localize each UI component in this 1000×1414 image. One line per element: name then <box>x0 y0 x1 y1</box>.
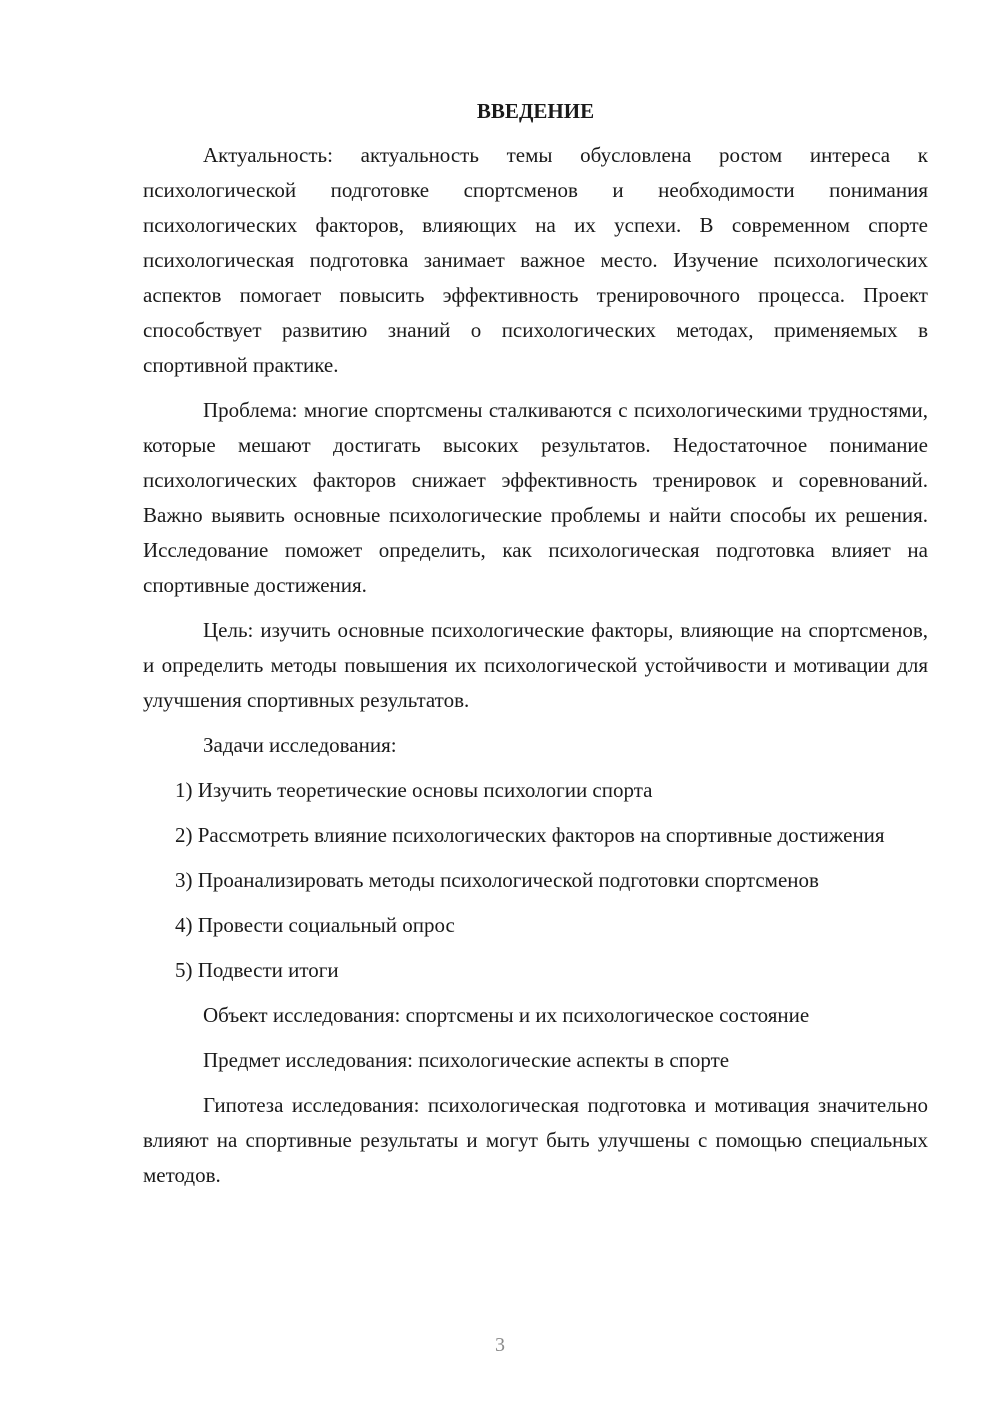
tasks-heading: Задачи исследования: <box>203 733 397 757</box>
paragraph-problem: Проблема: многие спортсмены сталкиваются с психологическими трудностями, которые мешают достигать высоких результатов. Недостаточное понимание психологических факторов снижает эффективность тренировок и соревнований. Важно выявить основные психологические проблемы и найти способы их решения. Исследование поможет определить, как психологическая подготовка влияет на спортивные достижения. <box>143 398 928 597</box>
page-number: 3 <box>495 1334 505 1356</box>
paragraph-goal: Цель: изучить основные психологические факторы, влияющие на спортсменов, и определить методы повышения их психологической устойчивости и мотивации для улучшения спортивных результатов. <box>143 618 928 712</box>
research-hypothesis: Гипотеза исследования: психологическая подготовка и мотивация значительно влияют на спортивные результаты и могут быть улучшены с помощью специальных методов. <box>143 1093 928 1187</box>
task-item-3: 3) Проанализировать методы психологической подготовки спортсменов <box>175 868 819 892</box>
task-item-2: 2) Рассмотреть влияние психологических факторов на спортивные достижения <box>175 823 885 847</box>
task-item-5: 5) Подвести итоги <box>175 958 339 982</box>
section-title: ВВЕДЕНИЕ <box>476 99 595 123</box>
document-page <box>143 96 928 1203</box>
research-object: Объект исследования: спортсмены и их психологическое состояние <box>203 1003 810 1027</box>
research-subject: Предмет исследования: психологические аспекты в спорте <box>203 1048 730 1072</box>
paragraph-relevance: Актуальность: актуальность темы обусловлена ростом интереса к психологической подготовке спортсменов и необходимости понимания психологических факторов, влияющих на их успехи. В современном спорте психологическая подготовка занимает важное место. Изучение психологических аспектов помогает повысить эффективность тренировочного процесса. Проект способствует развитию знаний о психологических методах, применяемых в спортивной практике. <box>143 143 928 377</box>
task-item-4: 4) Провести социальный опрос <box>175 913 455 937</box>
task-item-1: 1) Изучить теоретические основы психологии спорта <box>175 778 653 802</box>
